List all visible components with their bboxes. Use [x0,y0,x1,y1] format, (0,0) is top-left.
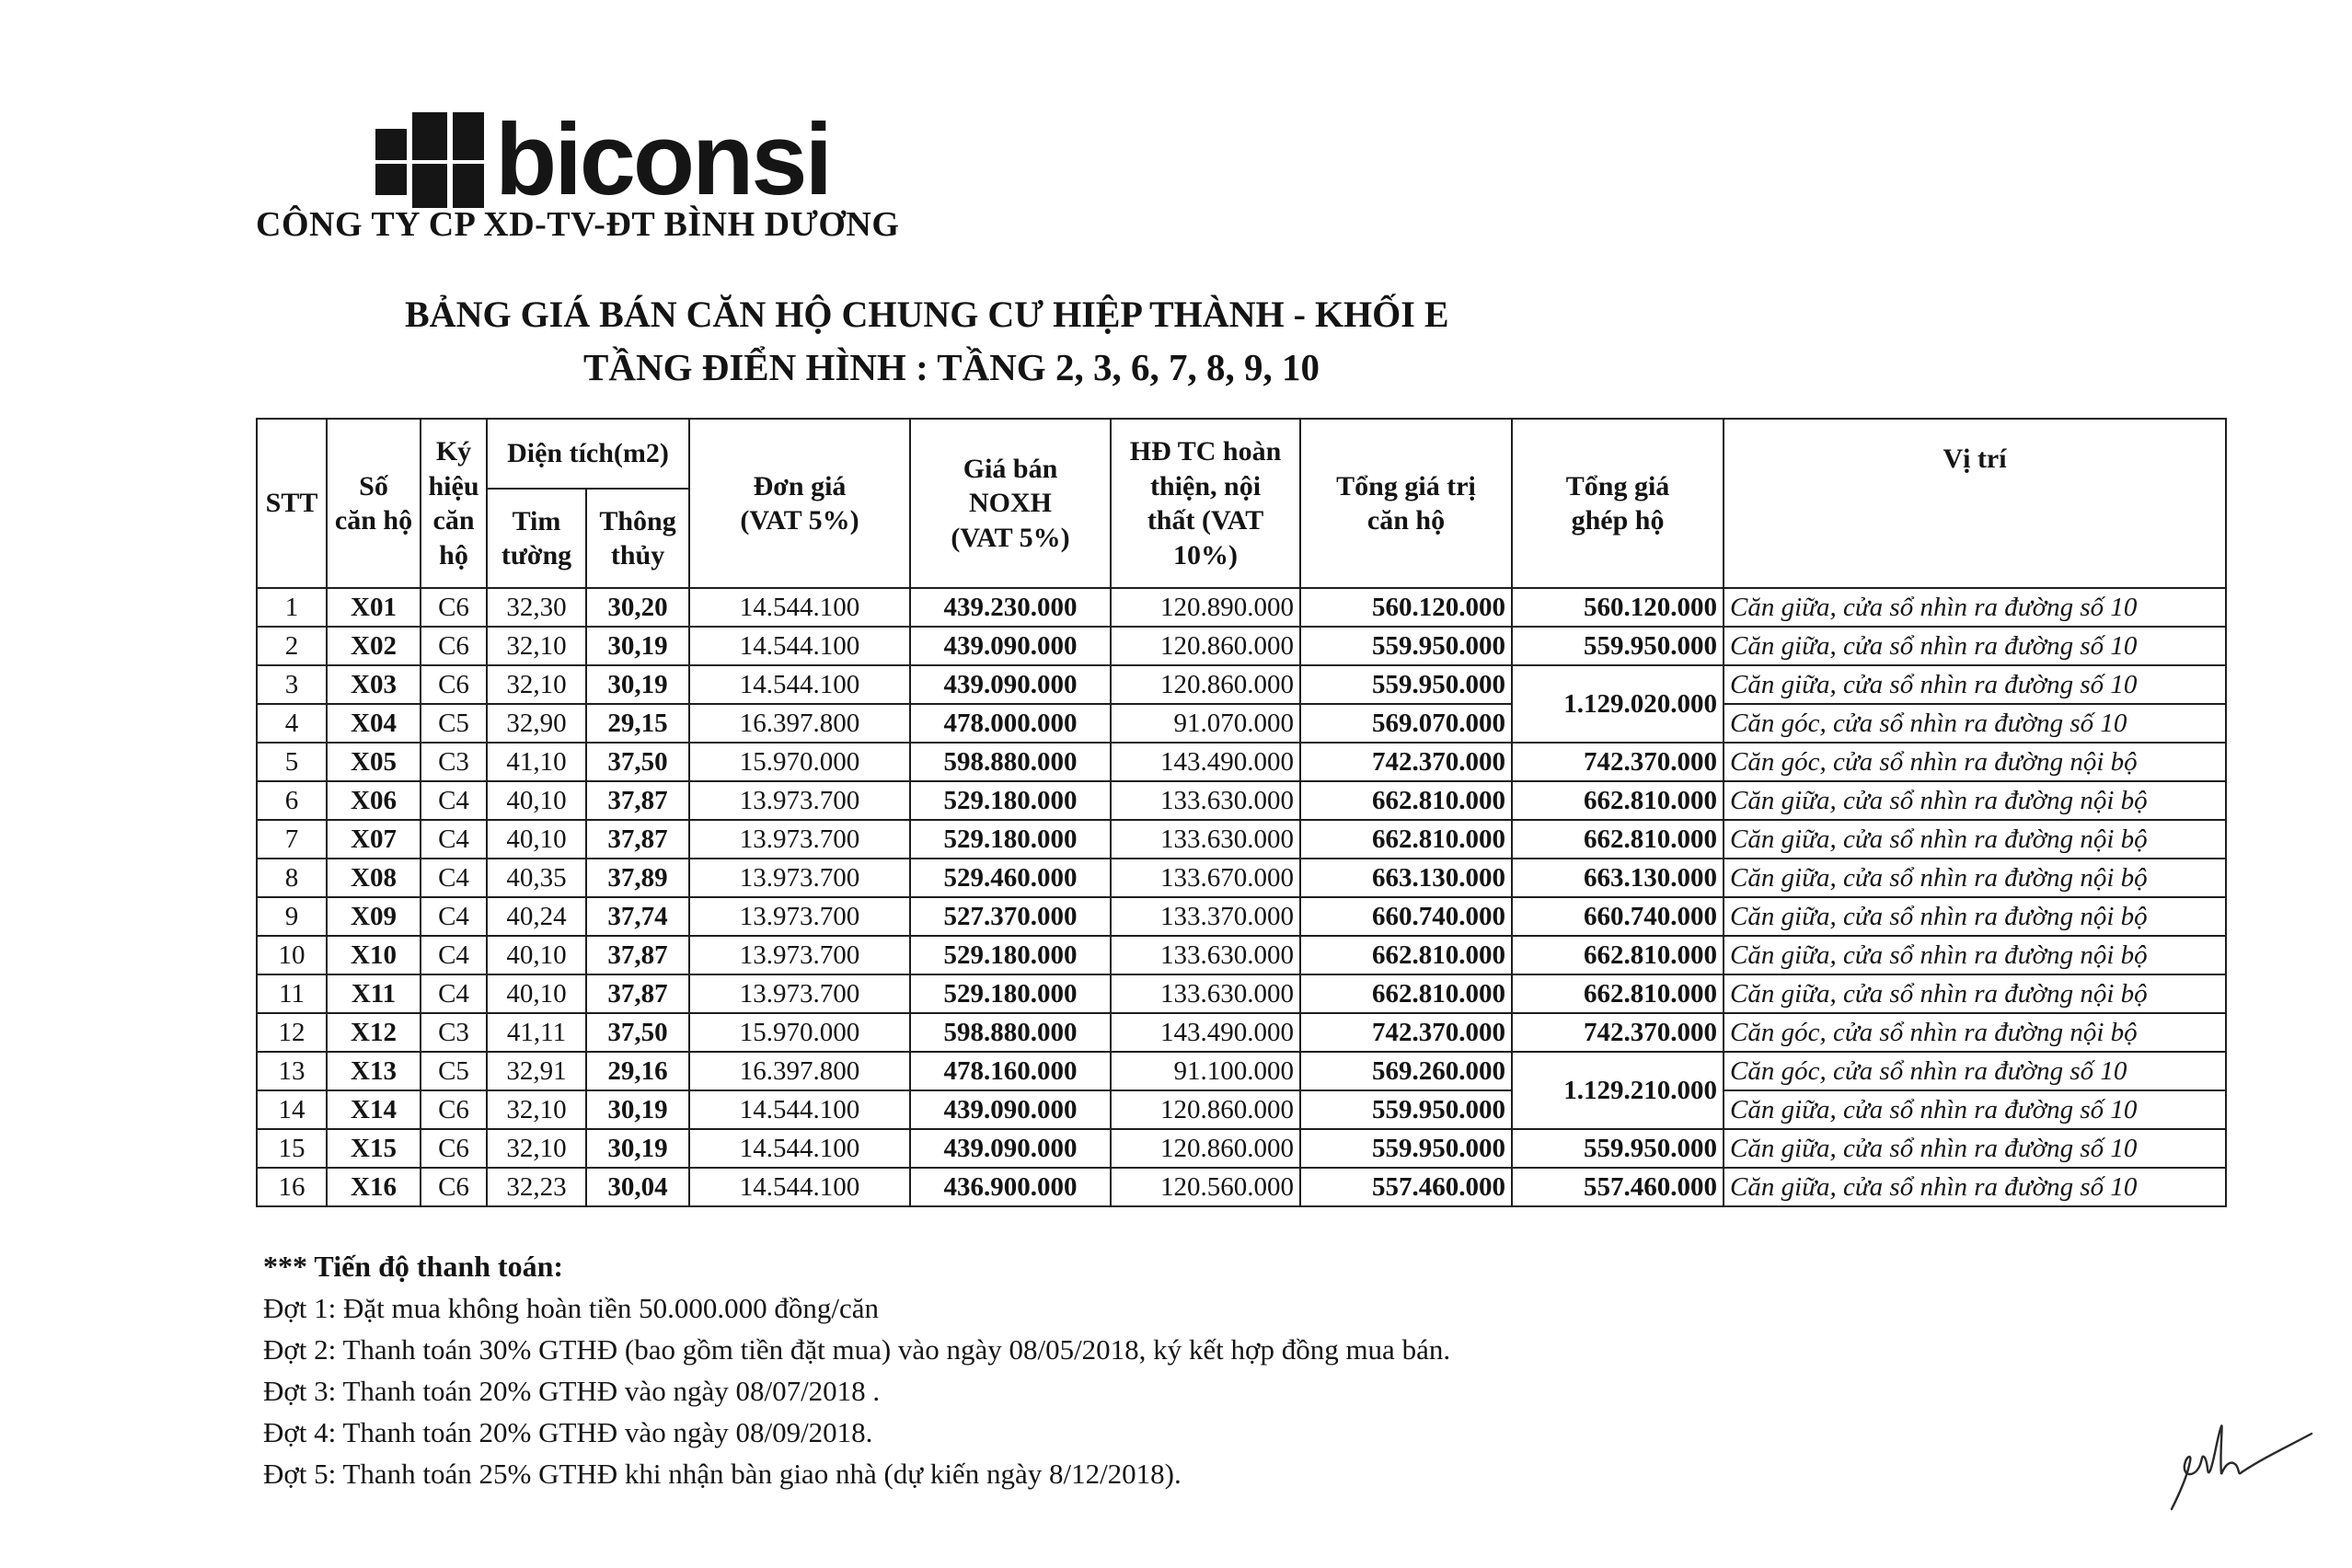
cell-vi-tri: Căn giữa, cửa sổ nhìn ra đường số 10 [1724,588,2226,627]
cell-tong-gia-tri: 569.260.000 [1300,1052,1512,1090]
cell-gia-ban: 598.880.000 [910,743,1111,781]
cell-tong-gia-tri: 660.740.000 [1300,897,1512,936]
header-thong-thuy: Thông thủy [586,489,689,588]
cell-stt: 2 [257,627,327,665]
cell-don-gia: 13.973.700 [689,781,910,820]
cell-ky-hieu: C6 [421,1168,487,1206]
cell-tong-gia-ghep: 662.810.000 [1512,936,1724,974]
cell-ky-hieu: C4 [421,936,487,974]
cell-stt: 3 [257,665,327,704]
header-ky-hieu: Ký hiệu căn hộ [421,419,487,588]
header-tong-gia-ghep: Tổng giá ghép hộ [1512,419,1724,588]
payment-item: Đợt 1: Đặt mua không hoàn tiền 50.000.000 đồng/căn [263,1292,880,1324]
cell-hd-tc: 133.630.000 [1111,936,1300,974]
cell-ky-hieu: C6 [421,588,487,627]
cell-tong-gia-tri: 663.130.000 [1300,859,1512,897]
cell-vi-tri: Căn giữa, cửa sổ nhìn ra đường nội bộ [1724,859,2226,897]
cell-hd-tc: 91.100.000 [1111,1052,1300,1090]
cell-don-gia: 14.544.100 [689,665,910,704]
cell-gia-ban: 439.090.000 [910,1129,1111,1168]
cell-thong-thuy: 37,89 [586,859,689,897]
cell-vi-tri: Căn giữa, cửa sổ nhìn ra đường nội bộ [1724,781,2226,820]
table-row [257,859,2226,897]
header-gia-ban: Giá bán NOXH (VAT 5%) [910,419,1111,588]
table-row [257,627,2226,665]
cell-thong-thuy: 29,15 [586,704,689,743]
cell-thong-thuy: 37,87 [586,936,689,974]
cell-hd-tc: 120.860.000 [1111,665,1300,704]
cell-hd-tc: 143.490.000 [1111,743,1300,781]
cell-hd-tc: 120.890.000 [1111,588,1300,627]
cell-don-gia: 13.973.700 [689,897,910,936]
cell-tim-tuong: 40,35 [487,859,586,897]
cell-ky-hieu: C6 [421,665,487,704]
cell-so-can-ho: X02 [327,627,421,665]
cell-thong-thuy: 37,50 [586,1013,689,1052]
cell-tim-tuong: 40,24 [487,897,586,936]
cell-tong-gia-tri: 559.950.000 [1300,627,1512,665]
cell-ky-hieu: C6 [421,1090,487,1129]
cell-tong-gia-tri: 559.950.000 [1300,665,1512,704]
cell-tong-gia-tri: 559.950.000 [1300,1090,1512,1129]
cell-thong-thuy: 37,87 [586,820,689,859]
table-row [257,1090,2226,1129]
cell-stt: 8 [257,859,327,897]
cell-tong-gia-tri: 569.070.000 [1300,704,1512,743]
cell-so-can-ho: X05 [327,743,421,781]
cell-vi-tri: Căn giữa, cửa sổ nhìn ra đường số 10 [1724,627,2226,665]
cell-don-gia: 14.544.100 [689,1090,910,1129]
cell-tong-gia-tri: 662.810.000 [1300,974,1512,1013]
cell-so-can-ho: X04 [327,704,421,743]
cell-stt: 7 [257,820,327,859]
cell-tong-gia-tri: 742.370.000 [1300,743,1512,781]
cell-hd-tc: 143.490.000 [1111,1013,1300,1052]
cell-thong-thuy: 37,50 [586,743,689,781]
cell-stt: 4 [257,704,327,743]
cell-tong-gia-tri: 557.460.000 [1300,1168,1512,1206]
cell-stt: 14 [257,1090,327,1129]
cell-thong-thuy: 37,87 [586,974,689,1013]
payment-heading: *** Tiến độ thanh toán: [263,1250,564,1283]
table-row [257,820,2226,859]
cell-tong-gia-ghep: 559.950.000 [1512,1129,1724,1168]
cell-so-can-ho: X07 [327,820,421,859]
cell-vi-tri: Căn giữa, cửa sổ nhìn ra đường số 10 [1724,1168,2226,1206]
cell-stt: 10 [257,936,327,974]
table-row [257,704,2226,743]
cell-ky-hieu: C4 [421,820,487,859]
table-row [257,1013,2226,1052]
cell-tong-gia-tri: 662.810.000 [1300,820,1512,859]
page-title: BẢNG GIÁ BÁN CĂN HỘ CHUNG CƯ HIỆP THÀNH - KHỐI E [405,294,1449,335]
cell-tong-gia-ghep: 662.810.000 [1512,781,1724,820]
cell-stt: 15 [257,1129,327,1168]
cell-tong-gia-ghep: 1.129.210.000 [1512,1052,1724,1129]
cell-hd-tc: 133.370.000 [1111,897,1300,936]
payment-item: Đợt 5: Thanh toán 25% GTHĐ khi nhận bàn giao nhà (dự kiến ngày 8/12/2018). [263,1458,1182,1490]
cell-tim-tuong: 32,10 [487,1090,586,1129]
table-row [257,743,2226,781]
cell-so-can-ho: X14 [327,1090,421,1129]
cell-so-can-ho: X03 [327,665,421,704]
cell-ky-hieu: C5 [421,704,487,743]
cell-gia-ban: 439.090.000 [910,665,1111,704]
cell-thong-thuy: 30,19 [586,665,689,704]
cell-gia-ban: 439.090.000 [910,1090,1111,1129]
cell-stt: 13 [257,1052,327,1090]
table-row [257,897,2226,936]
header-tim-tuong: Tim tường [487,489,586,588]
cell-tong-gia-ghep: 742.370.000 [1512,1013,1724,1052]
table-row [257,1129,2226,1168]
cell-hd-tc: 120.860.000 [1111,627,1300,665]
cell-ky-hieu: C6 [421,627,487,665]
cell-tong-gia-tri: 559.950.000 [1300,1129,1512,1168]
cell-vi-tri: Căn góc, cửa sổ nhìn ra đường số 10 [1724,704,2226,743]
cell-thong-thuy: 30,19 [586,1090,689,1129]
cell-don-gia: 14.544.100 [689,1168,910,1206]
cell-tim-tuong: 41,10 [487,743,586,781]
cell-gia-ban: 529.180.000 [910,974,1111,1013]
cell-gia-ban: 529.180.000 [910,781,1111,820]
header-hd-tc: HĐ TC hoàn thiện, nội thất (VAT 10%) [1111,419,1300,588]
cell-ky-hieu: C4 [421,897,487,936]
cell-ky-hieu: C3 [421,1013,487,1052]
cell-ky-hieu: C4 [421,974,487,1013]
cell-gia-ban: 478.160.000 [910,1052,1111,1090]
cell-tong-gia-tri: 742.370.000 [1300,1013,1512,1052]
table-row [257,1168,2226,1206]
cell-vi-tri: Căn góc, cửa sổ nhìn ra đường nội bộ [1724,743,2226,781]
cell-stt: 9 [257,897,327,936]
cell-don-gia: 13.973.700 [689,974,910,1013]
cell-vi-tri: Căn giữa, cửa sổ nhìn ra đường nội bộ [1724,897,2226,936]
cell-so-can-ho: X16 [327,1168,421,1206]
cell-don-gia: 16.397.800 [689,704,910,743]
cell-tong-gia-ghep: 662.810.000 [1512,974,1724,1013]
cell-don-gia: 14.544.100 [689,1129,910,1168]
price-table [256,418,2227,1207]
cell-tim-tuong: 40,10 [487,781,586,820]
cell-so-can-ho: X10 [327,936,421,974]
cell-gia-ban: 436.900.000 [910,1168,1111,1206]
cell-vi-tri: Căn giữa, cửa sổ nhìn ra đường số 10 [1724,1129,2226,1168]
logo-text: biconsi [495,103,831,216]
company-logo [375,103,831,216]
payment-item: Đợt 4: Thanh toán 20% GTHĐ vào ngày 08/09/2018. [263,1416,873,1448]
biconsi-logo-icon [375,109,486,212]
cell-tong-gia-tri: 662.810.000 [1300,781,1512,820]
cell-vi-tri: Căn góc, cửa sổ nhìn ra đường số 10 [1724,1052,2226,1090]
cell-don-gia: 16.397.800 [689,1052,910,1090]
cell-don-gia: 14.544.100 [689,588,910,627]
cell-vi-tri: Căn góc, cửa sổ nhìn ra đường nội bộ [1724,1013,2226,1052]
cell-thong-thuy: 37,74 [586,897,689,936]
cell-tim-tuong: 40,10 [487,820,586,859]
cell-tong-gia-ghep: 663.130.000 [1512,859,1724,897]
cell-tong-gia-ghep: 662.810.000 [1512,820,1724,859]
cell-hd-tc: 120.860.000 [1111,1090,1300,1129]
cell-hd-tc: 120.560.000 [1111,1168,1300,1206]
cell-thong-thuy: 30,20 [586,588,689,627]
cell-vi-tri: Căn giữa, cửa sổ nhìn ra đường số 10 [1724,1090,2226,1129]
cell-thong-thuy: 30,19 [586,627,689,665]
cell-stt: 12 [257,1013,327,1052]
cell-ky-hieu: C6 [421,1129,487,1168]
cell-gia-ban: 529.460.000 [910,859,1111,897]
cell-ky-hieu: C3 [421,743,487,781]
cell-stt: 6 [257,781,327,820]
cell-tim-tuong: 32,30 [487,588,586,627]
cell-so-can-ho: X15 [327,1129,421,1168]
cell-don-gia: 15.970.000 [689,743,910,781]
cell-hd-tc: 133.630.000 [1111,974,1300,1013]
cell-gia-ban: 439.090.000 [910,627,1111,665]
cell-hd-tc: 120.860.000 [1111,1129,1300,1168]
cell-ky-hieu: C5 [421,1052,487,1090]
cell-tong-gia-ghep: 742.370.000 [1512,743,1724,781]
payment-schedule [263,1246,1450,1494]
cell-vi-tri: Căn giữa, cửa sổ nhìn ra đường nội bộ [1724,936,2226,974]
cell-tong-gia-ghep: 559.950.000 [1512,627,1724,665]
cell-ky-hieu: C4 [421,781,487,820]
cell-gia-ban: 527.370.000 [910,897,1111,936]
table-row [257,1052,2226,1090]
cell-don-gia: 14.544.100 [689,627,910,665]
cell-gia-ban: 478.000.000 [910,704,1111,743]
cell-stt: 1 [257,588,327,627]
cell-so-can-ho: X01 [327,588,421,627]
cell-tong-gia-ghep: 557.460.000 [1512,1168,1724,1206]
cell-thong-thuy: 30,04 [586,1168,689,1206]
header-tong-gia-tri: Tổng giá trị căn hộ [1300,419,1512,588]
cell-don-gia: 15.970.000 [689,1013,910,1052]
cell-stt: 11 [257,974,327,1013]
cell-so-can-ho: X12 [327,1013,421,1052]
header-so-can-ho: Số căn hộ [327,419,421,588]
cell-tong-gia-ghep: 1.129.020.000 [1512,665,1724,743]
cell-tim-tuong: 32,91 [487,1052,586,1090]
table-row [257,781,2226,820]
cell-tim-tuong: 32,10 [487,627,586,665]
cell-gia-ban: 439.230.000 [910,588,1111,627]
cell-vi-tri: Căn giữa, cửa sổ nhìn ra đường nội bộ [1724,974,2226,1013]
cell-tong-gia-ghep: 560.120.000 [1512,588,1724,627]
cell-tim-tuong: 40,10 [487,936,586,974]
cell-tim-tuong: 32,23 [487,1168,586,1206]
table-row [257,665,2226,704]
header-dien-tich: Diện tích(m2) [487,419,689,489]
payment-item: Đợt 2: Thanh toán 30% GTHĐ (bao gồm tiền đặt mua) vào ngày 08/05/2018, ký kết hợp đồng mua bán. [263,1333,1451,1366]
payment-item: Đợt 3: Thanh toán 20% GTHĐ vào ngày 08/07/2018 . [263,1375,881,1407]
cell-hd-tc: 91.070.000 [1111,704,1300,743]
cell-hd-tc: 133.670.000 [1111,859,1300,897]
header-don-gia: Đơn giá (VAT 5%) [689,419,910,588]
cell-thong-thuy: 37,87 [586,781,689,820]
cell-don-gia: 13.973.700 [689,820,910,859]
table-row [257,936,2226,974]
cell-tim-tuong: 41,11 [487,1013,586,1052]
cell-gia-ban: 598.880.000 [910,1013,1111,1052]
cell-tim-tuong: 32,10 [487,1129,586,1168]
cell-tim-tuong: 32,10 [487,665,586,704]
cell-don-gia: 13.973.700 [689,936,910,974]
cell-hd-tc: 133.630.000 [1111,820,1300,859]
cell-hd-tc: 133.630.000 [1111,781,1300,820]
table-row [257,974,2226,1013]
cell-so-can-ho: X06 [327,781,421,820]
header-stt: STT [257,419,327,588]
header-vi-tri: Vị trí [1724,419,2226,588]
cell-tim-tuong: 40,10 [487,974,586,1013]
cell-tong-gia-ghep: 660.740.000 [1512,897,1724,936]
cell-stt: 16 [257,1168,327,1206]
cell-gia-ban: 529.180.000 [910,820,1111,859]
company-name: CÔNG TY CP XD-TV-ĐT BÌNH DƯƠNG [256,205,900,244]
cell-gia-ban: 529.180.000 [910,936,1111,974]
cell-tong-gia-tri: 662.810.000 [1300,936,1512,974]
cell-vi-tri: Căn giữa, cửa sổ nhìn ra đường số 10 [1724,665,2226,704]
cell-stt: 5 [257,743,327,781]
cell-so-can-ho: X08 [327,859,421,897]
cell-vi-tri: Căn giữa, cửa sổ nhìn ra đường nội bộ [1724,820,2226,859]
cell-ky-hieu: C4 [421,859,487,897]
cell-so-can-ho: X11 [327,974,421,1013]
handwritten-signature-icon [2153,1417,2319,1518]
cell-thong-thuy: 29,16 [586,1052,689,1090]
cell-so-can-ho: X09 [327,897,421,936]
table-row [257,588,2226,627]
cell-tim-tuong: 32,90 [487,704,586,743]
cell-don-gia: 13.973.700 [689,859,910,897]
cell-tong-gia-tri: 560.120.000 [1300,588,1512,627]
cell-so-can-ho: X13 [327,1052,421,1090]
cell-thong-thuy: 30,19 [586,1129,689,1168]
page-subtitle: TẦNG ĐIỂN HÌNH : TẦNG 2, 3, 6, 7, 8, 9, 10 [583,346,1320,388]
